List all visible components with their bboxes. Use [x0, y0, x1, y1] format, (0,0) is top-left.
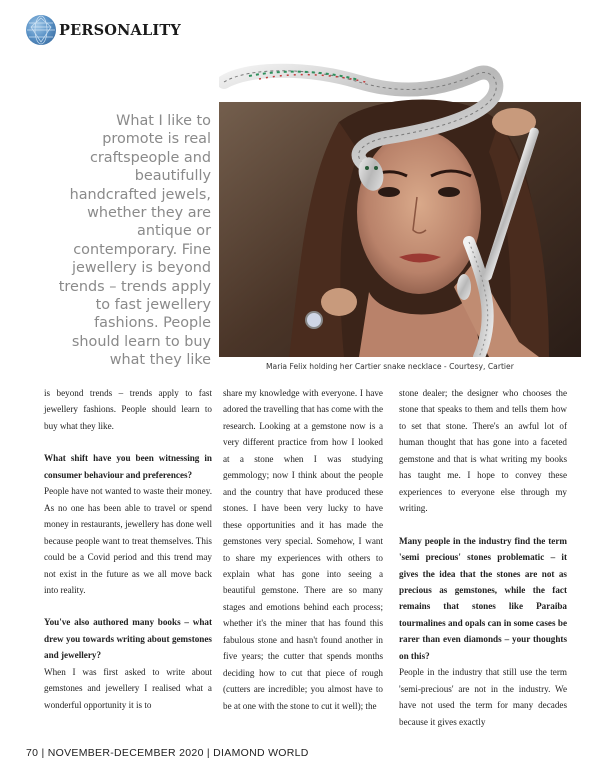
body-paragraph: is beyond trends – trends apply to fast jewellery fashions. People should learn to buy what they like.	[44, 388, 212, 431]
body-paragraph: stone dealer; the designer who chooses the stone that speaks to them and tells them how to set that stone. There's an awful lot of human thought that has gone into a faceted gemstone and that is what writing my books has taught me. I hope to convey these experiences to everyone else through my writing.	[399, 388, 567, 514]
body-paragraph: When I was first asked to write about gemstones and jewellery I realised what a wonderful opportunity it is to	[44, 666, 212, 710]
body-paragraph: People have not wanted to waste their money. As no one has been able to travel or spend money in restaurants, jewellery has done well because people want to treat themselves. This could be a Covid period and this trend may not exist in the future as we all move back into reality.	[44, 486, 212, 595]
text-column-3	[399, 385, 567, 730]
body-paragraph: share my knowledge with everyone. I have adored the travelling that has come with the research. Looking at a gemstone now is a very different practice from how I looked at a stone when I was studying gemmology; now I think about the people and the country that have produced these stones. I have been very lucky to have these opportunities and it has made the gemstones very special. Somehow, I want to share my experiences with others to explain what has gone into seeing a beautiful gemstone. There are so many stages and emotions behind each process; whether it's the miner that has found this fabulous stone and hasn't found another in five years; the cutter that spends months deciding how to cut that piece of rough (cutters are incredible; you almost have to be at one with the stone to cut it well); the	[223, 388, 383, 711]
body-paragraph: People in the industry that still use the term 'semi-precious' are not in the industry. We have not used the term for many decades because it gives exactly	[399, 667, 567, 727]
pull-quote: What I like to promote is real craftspeople and beautifully handcrafted jewels, whether they are antique or contemporary. Fine jewellery is beyond trends – trends apply to fast jewellery fashions. People should learn to buy what they like	[58, 113, 211, 369]
interview-question: What shift have you been witnessing in consumer behaviour and preferences?	[44, 453, 212, 480]
page-footer: 70 | NOVEMBER-DECEMBER 2020 | DIAMOND WORLD	[26, 747, 309, 759]
photo-caption: Maria Felix holding her Cartier snake necklace - Courtesy, Cartier	[266, 362, 514, 371]
text-column-2	[223, 385, 383, 714]
section-header	[26, 14, 181, 46]
globe-logo-icon	[26, 15, 56, 45]
hero-photo	[219, 62, 581, 357]
text-column-1	[44, 385, 212, 713]
interview-question: You've also authored many books – what drew you towards writing about gemstones and jewellery?	[44, 617, 212, 661]
section-title: PERSONALITY	[59, 21, 181, 39]
interview-question: Many people in the industry find the term 'semi precious' stones problematic – it gives the idea that the stones are not as precious as gemstones, while the fact remains that stones like Paraiba tourmalines and opals can in some cases be rarer than even diamonds – your thoughts on this?	[399, 535, 567, 661]
